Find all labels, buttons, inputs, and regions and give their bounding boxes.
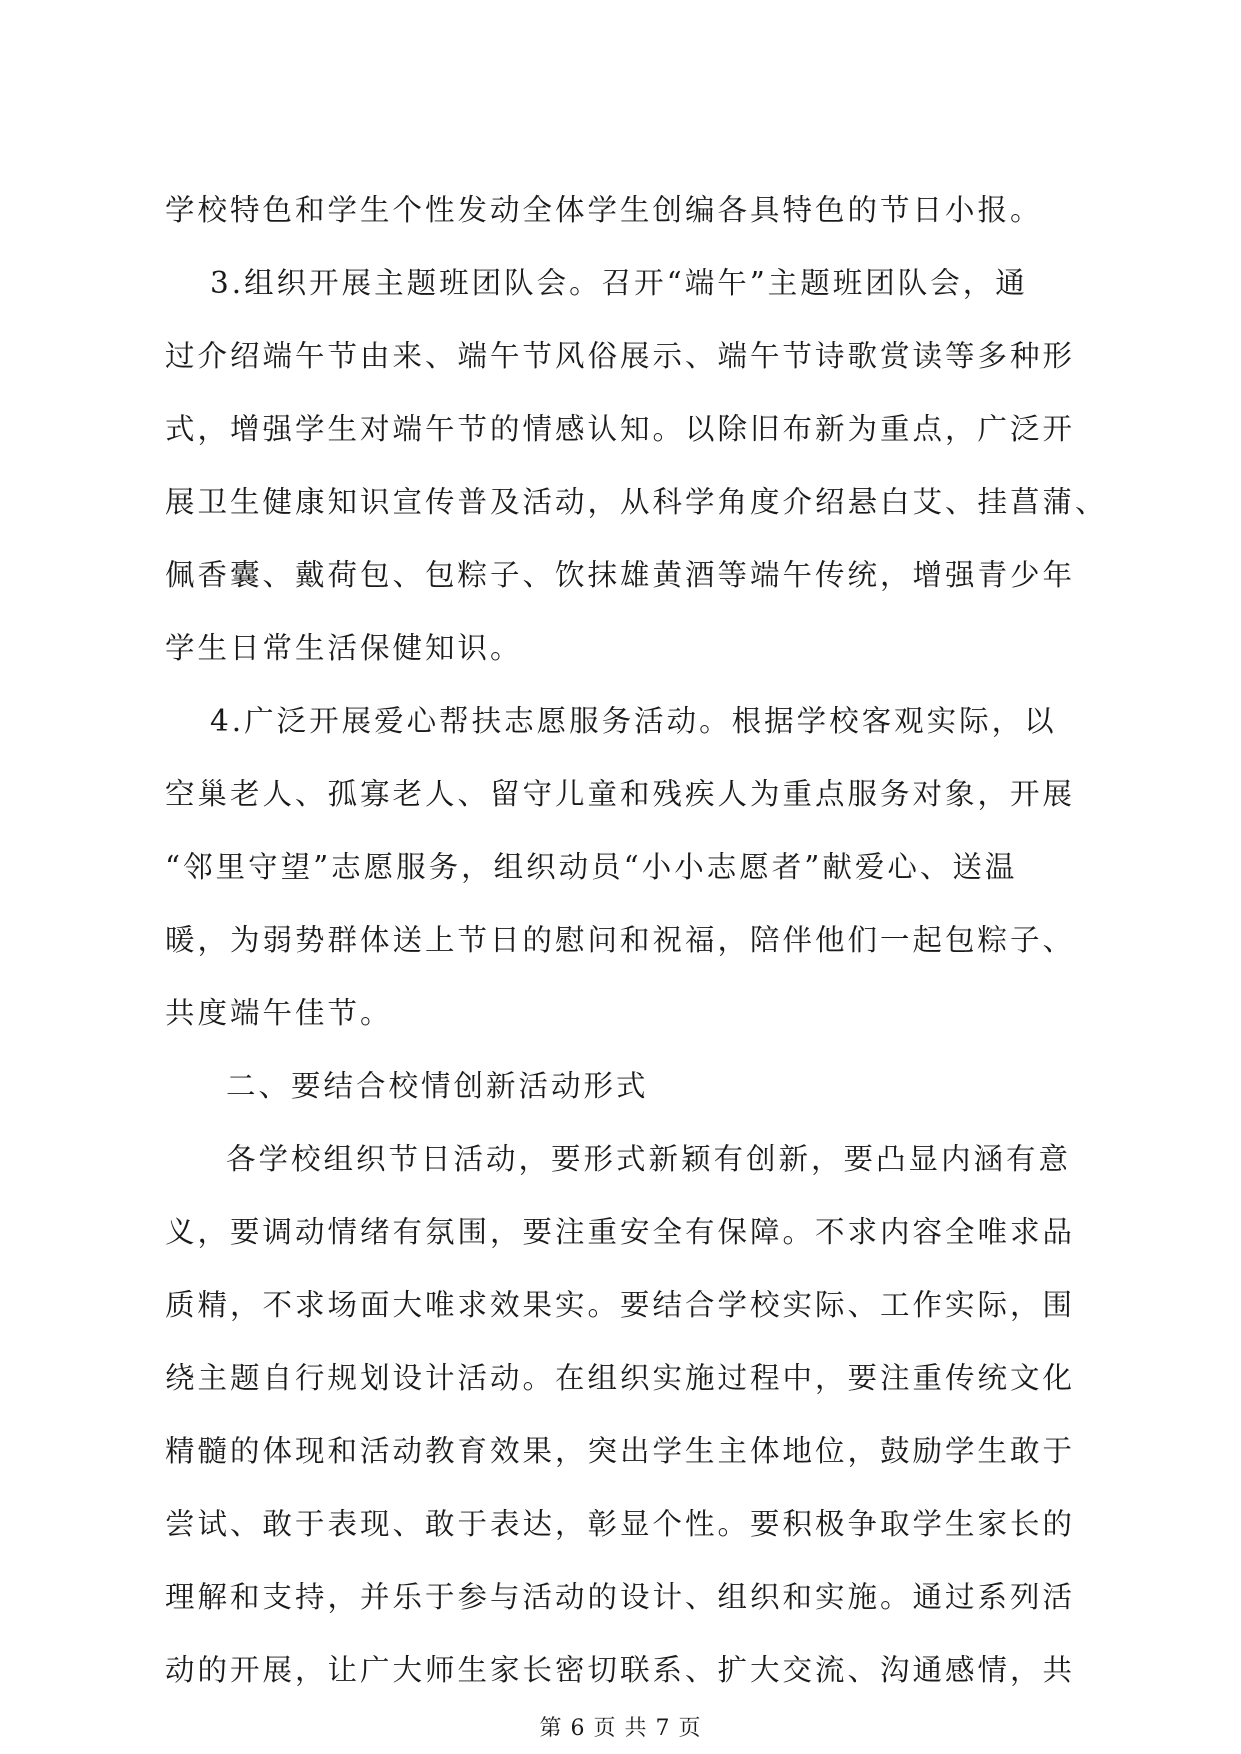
text-line: 过介绍端午节由来、端午节风俗展示、端午节诗歌赏读等多种形 (165, 339, 1076, 373)
text-line: 4.广泛开展爱心帮扶志愿服务活动。根据学校客观实际，以 (210, 704, 1057, 738)
text-line: 动的开展，让广大师生家长密切联系、扩大交流、沟通感情，共 (165, 1653, 1076, 1687)
text-line: 佩香囊、戴荷包、包粽子、饮抹雄黄酒等端午传统，增强青少年 (165, 558, 1076, 592)
page-number-footer: 第 6 页 共 7 页 (539, 1716, 702, 1741)
text-line: 3.组织开展主题班团队会。召开“端午”主题班团队会，通 (210, 266, 1028, 300)
text-line: 共度端午佳节。 (165, 996, 393, 1030)
text-line: 尝试、敢于表现、敢于表达，彰显个性。要积极争取学生家长的 (165, 1507, 1076, 1541)
text-line: 学校特色和学生个性发动全体学生创编各具特色的节日小报。 (165, 193, 1043, 227)
text-line: 展卫生健康知识宣传普及活动，从科学角度介绍悬白艾、挂菖蒲、 (165, 485, 1108, 519)
text-line: “邻里守望”志愿服务，组织动员“小小志愿者”献爱心、送温 (165, 850, 1018, 884)
text-line: 各学校组织节日活动，要形式新颖有创新，要凸显内涵有意 (226, 1142, 1072, 1176)
section-heading: 二、要结合校情创新活动形式 (226, 1069, 649, 1103)
text-line: 理解和支持，并乐于参与活动的设计、组织和实施。通过系列活 (165, 1580, 1076, 1614)
text-line: 式，增强学生对端午节的情感认知。以除旧布新为重点，广泛开 (165, 412, 1076, 446)
text-line: 义，要调动情绪有氛围，要注重安全有保障。不求内容全唯求品 (165, 1215, 1076, 1249)
text-line: 质精，不求场面大唯求效果实。要结合学校实际、工作实际，围 (165, 1288, 1076, 1322)
text-line: 绕主题自行规划设计活动。在组织实施过程中，要注重传统文化 (165, 1361, 1076, 1395)
text-line: 空巢老人、孤寡老人、留守儿童和残疾人为重点服务对象，开展 (165, 777, 1076, 811)
text-line: 暖，为弱势群体送上节日的慰问和祝福，陪伴他们一起包粽子、 (165, 923, 1076, 957)
text-line: 学生日常生活保健知识。 (165, 631, 523, 665)
text-line: 精髓的体现和活动教育效果，突出学生主体地位，鼓励学生敢于 (165, 1434, 1076, 1468)
